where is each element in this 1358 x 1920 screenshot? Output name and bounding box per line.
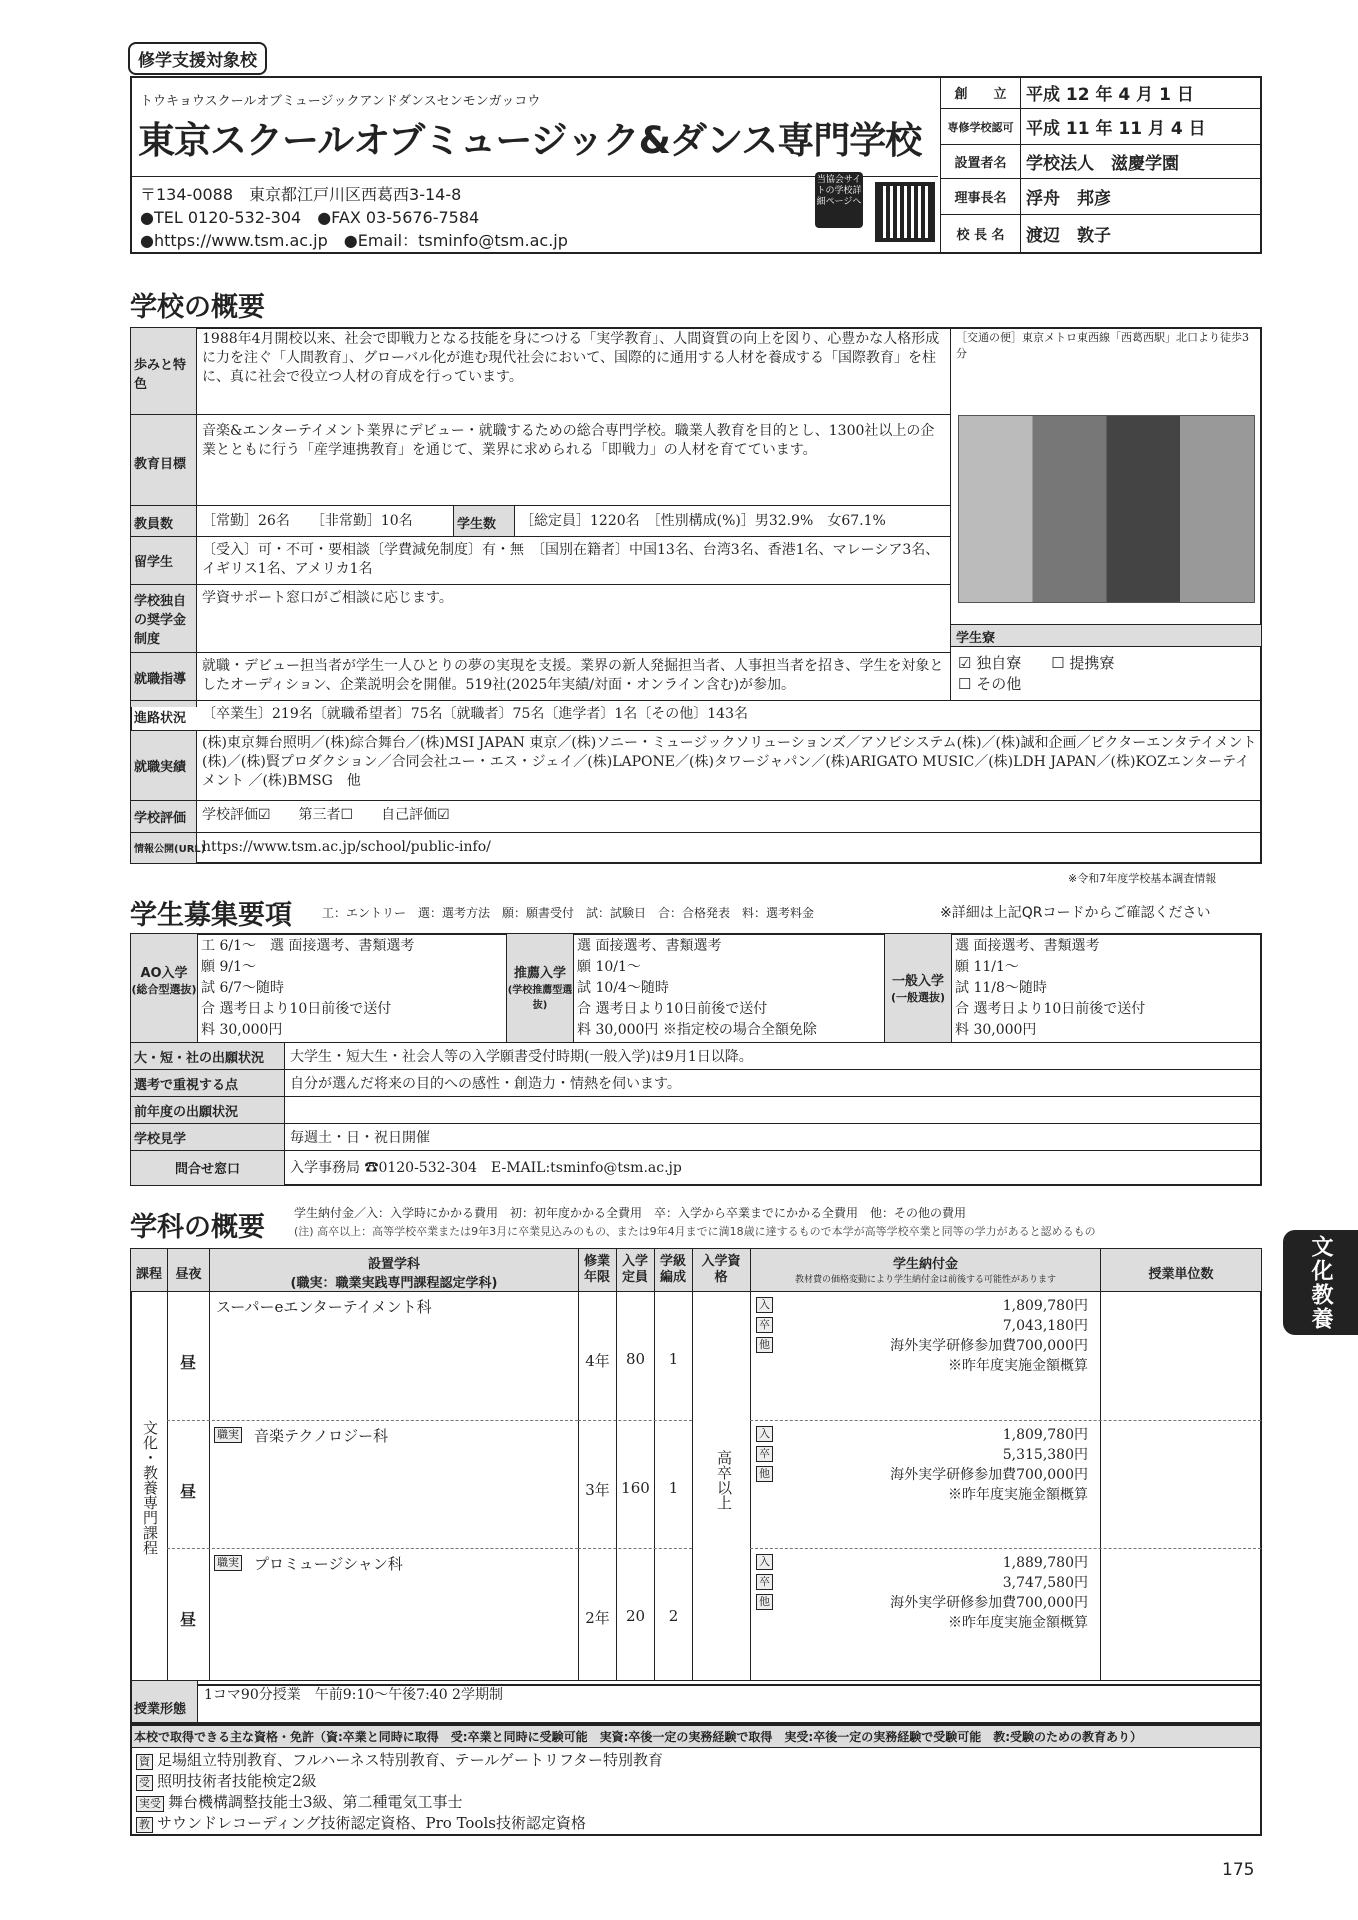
gakka-row: スーパーeエンターテイメント科 昼 4年 80 1 入 卒 他 1,809,780円 7,043,180円 海外実学研修参加費700,000円 ※昨年度実施金額概算 — [180, 1298, 1088, 1374]
head-tani: 授業単位数 — [1148, 1267, 1214, 1282]
keitai-text: 1コマ90分授業 午前9:10〜午後7:40 2学期制 — [204, 1687, 503, 1703]
ryugaku-text: 〔受入〕可・不可・要相談〔学費減免制度〕有・無 〔国別在籍者〕中国13名、台湾3名、香港1名、マレーシア3名、イギリス1名、アメリカ1名 — [202, 542, 940, 577]
head-fee: 学生納付金 教材費の価格変動により学生納付金は前後する可能性があります — [794, 1257, 1056, 1285]
head-shikaku: 入学資格 — [701, 1254, 741, 1285]
boshu-qr-note: ※詳細は上記QRコードからご確認ください — [940, 905, 1211, 921]
gakka-legend: 学生納付金／入：入学時にかかる費用 初：初年度かかる全費用 卒：入学から卒業までにかかる全費用 他：その他の費用 — [294, 1206, 967, 1220]
side-tab: 文化教養 — [1283, 1230, 1358, 1335]
kyoin-label: 教員数 — [134, 513, 173, 532]
ippan-lines: 選 面接選考、書類選考 願 11/1〜 試 11/8〜随時 合 選考日より10日前後で送付 料 30,000円 — [955, 938, 1146, 1038]
shikaku-list: 資 足場組立特別教育、フルハーネス特別教育、テールゲートリフター特別教育 受 照明技術者技能検定2級 実受 舞台機構調整技能士3級、第二種電気工事士 教 サウンドレコーディング技術認定資格、Pro Tools技術認定資格 — [136, 1750, 663, 1834]
head-teiin: 入学定員 — [621, 1254, 648, 1285]
suisen-lines: 選 面接選考、書類選考 願 10/1〜 試 10/4〜随時 合 選考日より10日前後で送付 料 30,000円 ※指定校の場合全額免除 — [577, 938, 817, 1038]
jisseki-label: 就職実績 — [134, 760, 187, 775]
boshu-legend: 工：エントリー 選：選考方法 願：願書受付 試：試験日 合：合格発表 料：選考料金 — [322, 906, 815, 920]
joho-url[interactable]: https://www.tsm.ac.jp/school/public-info/ — [202, 839, 491, 855]
ippan-label: 一般入学 (一般選抜) — [890, 974, 946, 1004]
gakka-row: 職実 音楽テクノロジー科 昼 3年 160 1 入 卒 他 1,809,780円 5,315,380円 海外実学研修参加費700,000円 ※昨年度実施金額概算 — [180, 1427, 1088, 1503]
shogaku-label: 学校独自の奨学金制度 — [134, 590, 192, 647]
ayumi-text: 1988年4月開校以来、社会で即戦力となる技能を身につける「実学教育」、人間資質の向上を図り、心豊かな人格形成に力を注ぐ「人間教育」、グローバル化が進む現代社会において、国際的に通用する人材を養成する「国際教育」を柱に、真に社会で役立つ人材の育成を行っています。 — [202, 331, 940, 385]
hyoka-label: 学校評価 — [134, 811, 187, 826]
boshu-rows: 大・短・社の出願状況 大学生・短大生・社会人等の入学願書受付時期(一般入学)は9月1日以降。 選考で重視する点 自分が選んだ将来の目的への感性・創造力・情熱を伺います。 前年度の出願状況 学校見学 毎週土・日・祝日開催 問合せ窓口 入学事務局 ☎0120-532-304 E-MAIL:tsminfo@tsm.ac.jp — [131, 1043, 1261, 1183]
school-info-table: 創 立 平成 12 年 4 月 1 日 専修学校認可 平成 11 年 11 月 4 日 設置者名 学校法人 滋慶学園 理事長名 浮舟 邦彦 校 長 名 渡辺 敦子 — [941, 76, 1261, 252]
head-nen: 修業年限 — [583, 1254, 610, 1285]
overview-title: 学校の概要 — [130, 292, 265, 323]
mokuhyo-text: 音楽&エンターテイメント業界にデビュー・就職するための総合専門学校。職業人教育を目的とし、1300社以上の企業とともに行う「産学連携教育」を通じて、業界に求められる「即戦力」の人材を育てています。 — [202, 423, 935, 458]
mokuhyo-label: 教育目標 — [134, 453, 186, 472]
gakka-row: 職実 プロミュージシャン科 昼 2年 20 2 入 卒 他 1,889,780円 3,747,580円 海外実学研修参加費700,000円 ※昨年度実施金額概算 — [180, 1555, 1088, 1631]
school-web[interactable]: ●https://www.tsm.ac.jp ●Email：tsminfo@tsm.ac.jp — [140, 231, 568, 250]
keitai-label: 授業形態 — [134, 1702, 187, 1717]
suisen-label: 推薦入学 (学校推薦型選抜) — [507, 966, 573, 1011]
school-tel: ●TEL 0120-532-304 ●FAX 03-5676-7584 — [140, 208, 480, 227]
page-number: 175 — [1222, 1860, 1255, 1880]
jisseki-text: (株)東京舞台照明／(株)綜合舞台／(株)MSI JAPAN 東京／(株)ソニー・ミュージックソリューションズ／アソビシステム(株)／(株)誠和企画／ビクターエンタテイメント(株)／(株)賢プロダクション／合同会社ユー・エス・ジェイ／(株)LAPONE／(株)タワージャパン／(株)ARIGATO MUSIC／(株)LDH JAPAN／(株)KOZエンターテイメント ／(株)BMSG 他 — [202, 735, 1257, 789]
shushoku-label: 就職指導 — [134, 668, 186, 687]
school-address: 〒134-0088 東京都江戸川区西葛西3-14-8 — [140, 185, 462, 204]
hyoka-text: 学校評価☑ 第三者☐ 自己評価☑ — [202, 807, 450, 823]
ryo-label: 学生寮 — [956, 631, 996, 646]
shikaku-head: 本校で取得できる主な資格・免許（資:卒業と同時に取得 受:卒業と同時に受験可能 実資:卒後一定の実務経験で取得 実受:卒後一定の実務経験で受験可能 教:受験のための教育あり） — [134, 1730, 1143, 1744]
gakka-title: 学科の概要 — [130, 1212, 265, 1243]
boshu-title: 学生募集要項 — [130, 900, 292, 931]
gakka-note: (注) 高卒以上：高等学校卒業または9年3月に卒業見込みのもの、または9年4月までに満18歳に達するもので本学が高等学校卒業と同等の学力があると認めるもの — [294, 1225, 1096, 1238]
katei-name: 文化・教養専門課程 — [141, 1420, 159, 1555]
ryo-other: ☐ その他 — [958, 675, 1022, 693]
school-kana: トウキョウスクールオブミュージックアンドダンスセンモンガッコウ — [140, 94, 541, 109]
ryo-options: ☑ 独自寮 ☐ 提携寮 — [958, 654, 1115, 672]
shushoku-text: 就職・デビュー担当者が学生一人ひとりの夢の実現を支援。業界の新人発掘担当者、人事担当者を招き、学生を対象としたオーディション、企業説明会を開催。519社(2025年実績/対面・オンライン含む)が参加。 — [202, 658, 944, 693]
shinro-text: 〔卒業生〕219名〔就職希望者〕75名〔就職者〕75名〔進学者〕1名〔その他〕143名 — [202, 706, 748, 722]
support-badge: 修学支援対象校 — [128, 42, 267, 75]
gakusei-label: 学生数 — [457, 517, 497, 532]
qr-code-icon[interactable] — [875, 182, 935, 242]
head-hensei: 学級編成 — [659, 1254, 686, 1285]
school-name: 東京スクールオブミュージック&ダンス専門学校 — [138, 119, 922, 162]
shinro-label: 進路状況 — [134, 711, 187, 726]
overview-note: ※令和7年度学校基本調査情報 — [1068, 872, 1217, 885]
joho-label: 情報公開(URL) — [134, 844, 206, 855]
shikaku-value: 高卒以上 — [715, 1450, 733, 1510]
ao-lines: 工 6/1〜 選 面接選考、書類選考 願 9/1〜 試 6/7〜随時 合 選考日より10日前後で送付 料 30,000円 — [201, 938, 415, 1038]
ryugaku-label: 留学生 — [134, 551, 173, 570]
shogaku-text: 学資サポート窓口がご相談に応じます。 — [202, 590, 453, 606]
head-chuya: 昼夜 — [175, 1267, 202, 1282]
qr-label: 当協会サイトの学校詳細ページへ — [815, 172, 863, 228]
ao-label: AO入学 (総合型選抜) — [131, 966, 197, 996]
kyoin-text: ［常勤］26名 ［非常勤］10名 — [202, 513, 413, 529]
ayumi-label: 歩みと特色 — [134, 354, 192, 392]
gakusei-text: ［総定員］1220名 ［性別構成(%)］男32.9% 女67.1% — [520, 513, 886, 529]
head-gakka: 設置学科 (職実：職業実践専門課程認定学科) — [290, 1257, 498, 1291]
building-photo — [958, 415, 1255, 603]
koutsu-text: ［交通の便］東京メトロ東西線「西葛西駅」北口より徒歩3分 — [956, 331, 1249, 360]
head-katei: 課程 — [135, 1267, 162, 1282]
